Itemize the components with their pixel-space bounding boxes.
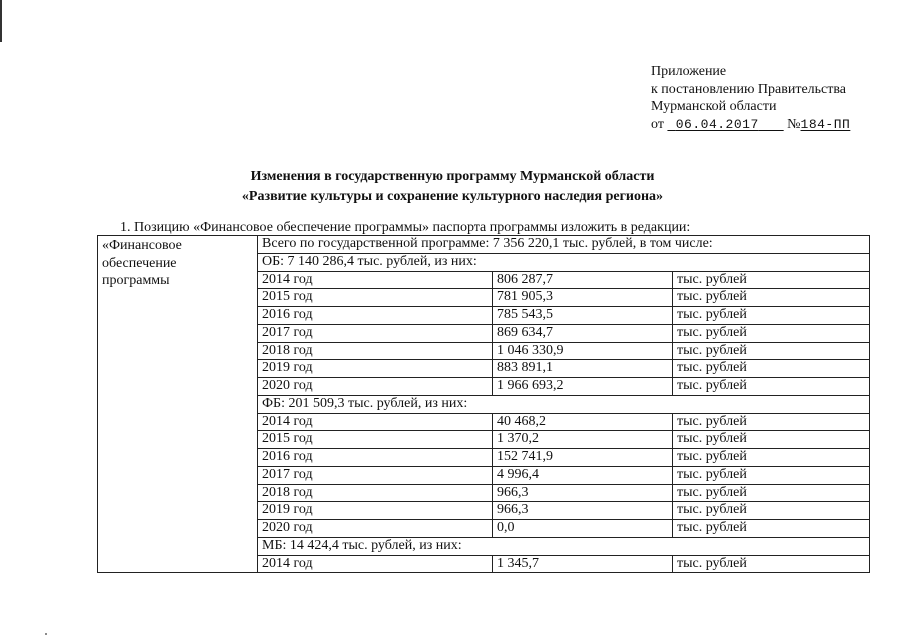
appendix-line-2: к постановлению Правительства xyxy=(651,81,847,97)
position-label-line-1: «Финансовое xyxy=(102,238,182,253)
number-sign: № xyxy=(787,116,801,132)
amount-cell: 152 741,9 xyxy=(493,449,673,467)
amount-cell: 1 966 693,2 xyxy=(493,378,673,396)
unit-cell: тыс. рублей xyxy=(673,466,870,484)
amount-cell: 1 345,7 xyxy=(493,555,673,573)
year-cell: 2015 год xyxy=(258,289,493,307)
amount-cell: 0,0 xyxy=(493,520,673,538)
amount-cell: 966,3 xyxy=(493,484,673,502)
unit-cell: тыс. рублей xyxy=(673,289,870,307)
document-title xyxy=(0,167,905,207)
unit-cell: тыс. рублей xyxy=(673,520,870,538)
year-cell: 2015 год xyxy=(258,431,493,449)
resolution-date: 06.04.2017 xyxy=(675,116,759,132)
appendix-date-line xyxy=(651,116,850,134)
year-cell: 2019 год xyxy=(258,502,493,520)
scan-edge-mark xyxy=(0,0,2,42)
unit-cell: тыс. рублей xyxy=(673,360,870,378)
amount-cell: 40 468,2 xyxy=(493,413,673,431)
lead-paragraph: 1. Позицию «Финансовое обеспечение программы» паспорта программы изложить в редакции: xyxy=(120,220,691,235)
unit-cell: тыс. рублей xyxy=(673,324,870,342)
amount-cell: 869 634,7 xyxy=(493,324,673,342)
year-cell: 2019 год xyxy=(258,360,493,378)
year-cell: 2018 год xyxy=(258,484,493,502)
amount-cell: 785 543,5 xyxy=(493,307,673,325)
position-label-line-2: обеспечение xyxy=(102,255,177,271)
year-cell: 2014 год xyxy=(258,555,493,573)
appendix-line-1: Приложение xyxy=(651,64,727,79)
unit-cell: тыс. рублей xyxy=(673,342,870,360)
position-label-cell xyxy=(98,236,258,573)
unit-cell: тыс. рублей xyxy=(673,307,870,325)
year-cell: 2018 год xyxy=(258,342,493,360)
year-cell: 2020 год xyxy=(258,378,493,396)
amount-cell: 806 287,7 xyxy=(493,271,673,289)
date-prefix: от xyxy=(651,116,664,132)
unit-cell: тыс. рублей xyxy=(673,449,870,467)
scan-speck xyxy=(45,633,47,635)
financing-table xyxy=(97,235,870,573)
amount-cell: 1 370,2 xyxy=(493,431,673,449)
amount-cell: 781 905,3 xyxy=(493,289,673,307)
year-cell: 2020 год xyxy=(258,520,493,538)
unit-cell: тыс. рублей xyxy=(673,378,870,396)
resolution-number: 184-ПП xyxy=(800,116,851,132)
year-cell: 2014 год xyxy=(258,271,493,289)
section-header-cell: ОБ: 7 140 286,4 тыс. рублей, из них: xyxy=(258,253,870,271)
unit-cell: тыс. рублей xyxy=(673,502,870,520)
amount-cell: 966,3 xyxy=(493,502,673,520)
year-cell: 2017 год xyxy=(258,324,493,342)
section-header-cell: МБ: 14 424,4 тыс. рублей, из них: xyxy=(258,537,870,555)
unit-cell: тыс. рублей xyxy=(673,484,870,502)
year-cell: 2014 год xyxy=(258,413,493,431)
title-line-1: Изменения в государственную программу Мурманской области xyxy=(250,169,655,184)
unit-cell: тыс. рублей xyxy=(673,431,870,449)
amount-cell: 883 891,1 xyxy=(493,360,673,378)
section-header-cell: ФБ: 201 509,3 тыс. рублей, из них: xyxy=(258,395,870,413)
appendix-block xyxy=(651,63,850,133)
position-label-line-3: программы xyxy=(102,273,170,288)
financing-table-body xyxy=(98,236,870,573)
year-cell: 2017 год xyxy=(258,466,493,484)
amount-cell: 4 996,4 xyxy=(493,466,673,484)
unit-cell: тыс. рублей xyxy=(673,413,870,431)
year-cell: 2016 год xyxy=(258,449,493,467)
total-row xyxy=(98,236,870,254)
amount-cell: 1 046 330,9 xyxy=(493,342,673,360)
unit-cell: тыс. рублей xyxy=(673,271,870,289)
unit-cell: тыс. рублей xyxy=(673,555,870,573)
title-line-2: «Развитие культуры и сохранение культурного наследия региона» xyxy=(241,189,664,204)
total-cell: Всего по государственной программе: 7 356 220,1 тыс. рублей, в том числе: xyxy=(258,236,870,254)
year-cell: 2016 год xyxy=(258,307,493,325)
appendix-line-3: Мурманской области xyxy=(651,99,777,114)
